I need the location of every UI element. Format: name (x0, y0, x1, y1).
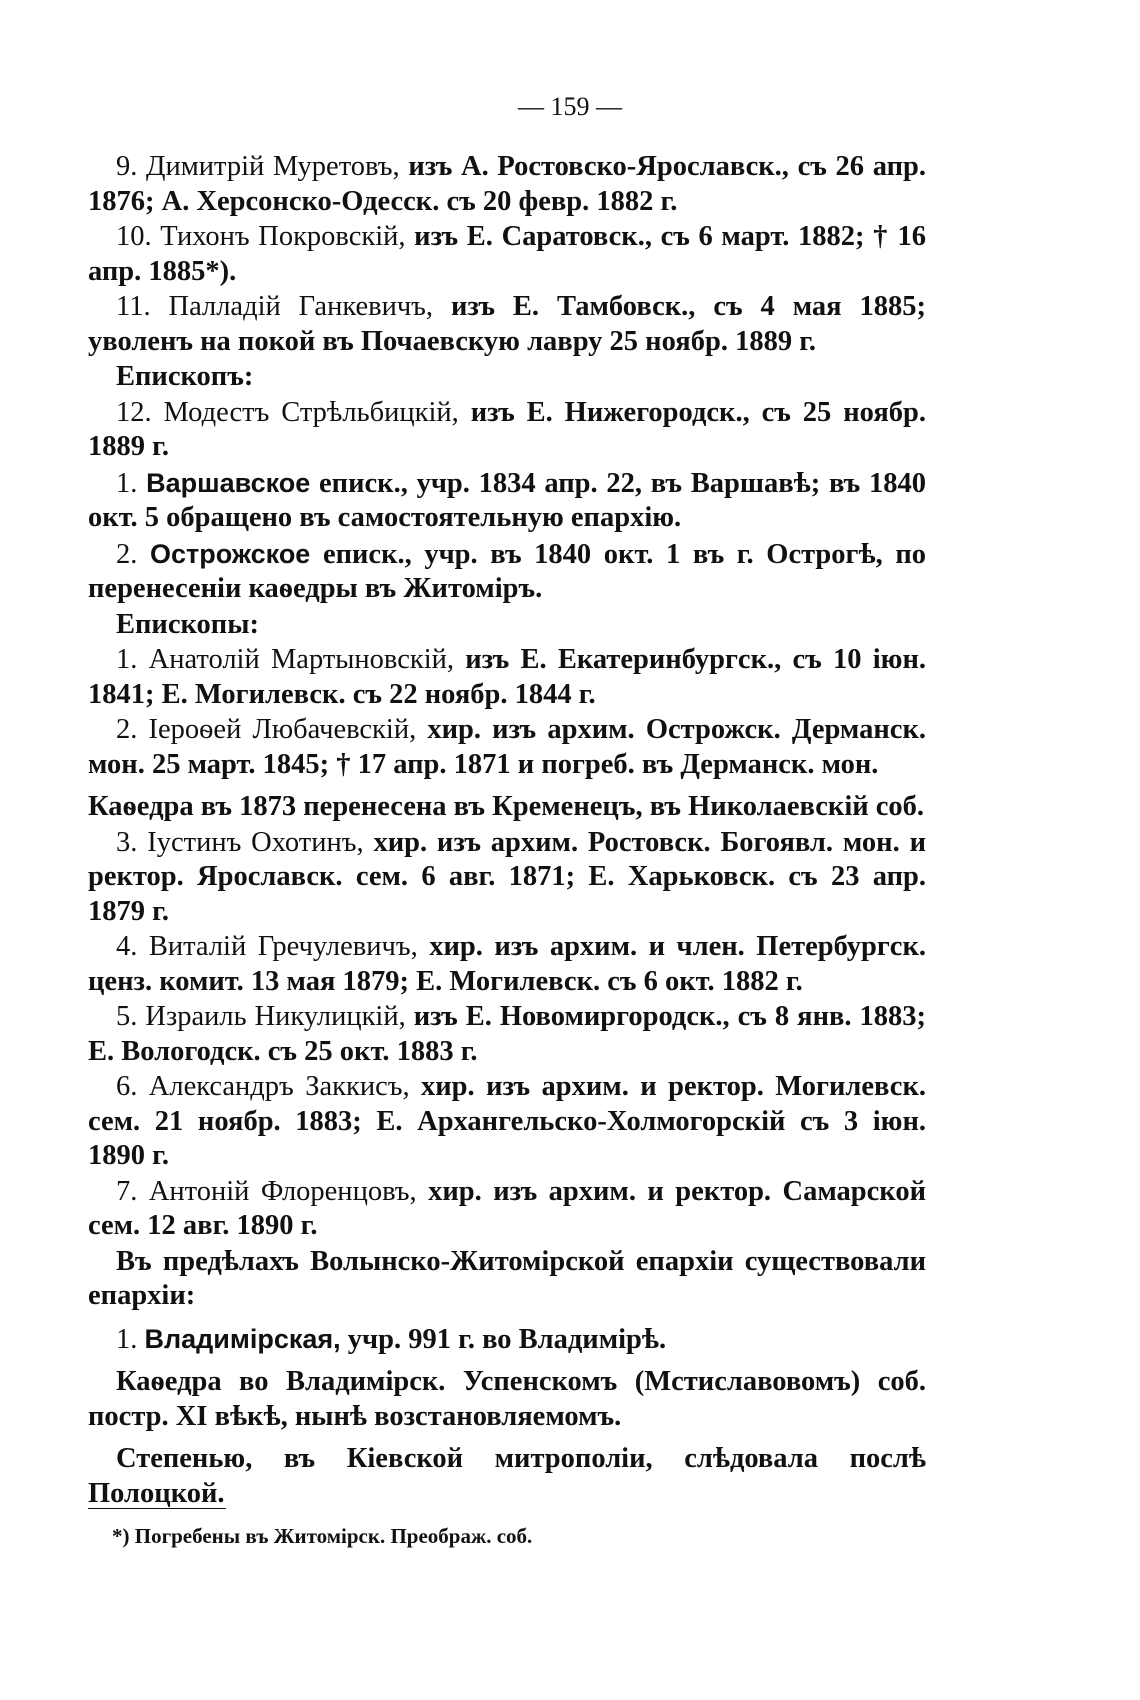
page-number: — 159 — (518, 92, 622, 121)
entry-antoniy: 7. Антоній Флоренцовъ, хир. изъ архим. и ректор. Самарской сем. 12 авг. 1890 г. (88, 1175, 926, 1241)
heading-episkop: Епископъ: (116, 361, 254, 392)
footnote-rule (88, 1508, 226, 1509)
entry-izrail: 5. Израиль Никулицкій, изъ Е. Новомиргородск., съ 8 янв. 1883; Е. Вологодск. съ 25 окт. 1883 г. (88, 1001, 926, 1067)
entry-ierofey: 2. Іероѳей Любачевскій, хир. изъ архим. Острожск. Дерманск. мон. 25 март. 1845; † 17 апр. 1871 и погреб. въ Дерманск. мон. (88, 714, 926, 780)
note-former-eparchies: Въ предѣлахъ Волынско-Житомірской епархіи существовали епархіи: (88, 1245, 926, 1311)
page-body (88, 150, 926, 1512)
section-heading: Владимірская, (144, 1323, 341, 1354)
section-vladimirskaya: 1. Владимірская, учр. 991 г. во Владимірѣ. (116, 1323, 667, 1355)
note-vladimir-rank: Степенью, въ Кіевской митрополіи, слѣдовала послѣ Полоцкой. (88, 1443, 926, 1509)
entry-aleksandr: 6. Александръ Заккисъ, хир. изъ архим. и ректор. Могилевск. сем. 21 ноябр. 1883; Е. Архангельско-Холмогорскій съ 3 іюн. 1890 г. (88, 1071, 926, 1171)
entry-anatoliy: 1. Анатолій Мартыновскій, изъ Е. Екатеринбургск., съ 10 іюн. 1841; Е. Могилевск. съ 22 ноябр. 1844 г. (88, 644, 926, 710)
entry-vitaliy: 4. Виталій Гречулевичъ, хир. изъ архим. и член. Петербургск. ценз. комит. 13 мая 1879; Е. Могилевск. съ 6 окт. 1882 г. (88, 931, 926, 997)
entry-iustin: 3. Іустинъ Охотинъ, хир. изъ архим. Ростовск. Богоявл. мон. и ректор. Ярославск. сем. 6 авг. 1871; Е. Харьковск. съ 23 апр. 1879 г. (88, 826, 926, 927)
section-varshavskoe: 1. Варшавское еписк., учр. 1834 апр. 22, въ Варшавѣ; въ 1840 окт. 5 обращено въ самостоятельную епархію. (88, 467, 926, 533)
footnote: *) Погребены въ Житомірск. Преображ. соб. (112, 1524, 533, 1548)
heading-episkopy: Епископы: (116, 608, 259, 640)
note-vladimir-cathedral: Каѳедра во Владимірск. Успенскомъ (Мстиславовомъ) соб. постр. XI вѣкѣ, нынѣ возстановляемомъ. (88, 1366, 926, 1432)
section-ostrozhskoe: 2. Острожское еписк., учр. въ 1840 окт. 1 въ г. Острогѣ, по перенесеніи каѳедры въ Житоміръ. (88, 538, 926, 604)
note-kafedra-1873: Каѳедра въ 1873 перенесена въ Кременецъ, въ Николаевскій соб. (88, 791, 925, 822)
section-heading: Острожское (149, 538, 311, 569)
entry-modest: 12. Модестъ Стрѣльбицкій, изъ Е. Нижегородск., съ 25 ноябр. 1889 г. (88, 396, 926, 462)
section-heading: Варшавское (146, 467, 311, 498)
entry-palladiy: 11. Палладій Ганкевичъ, изъ Е. Тамбовск., съ 4 мая 1885; уволенъ на покой въ Почаевскую лавру 25 ноябр. 1889 г. (88, 291, 926, 357)
entry-dimitriy: 9. Димитрій Муретовъ, изъ А. Ростовско-Ярославск., съ 26 апр. 1876; А. Херсонско-Одесск. съ 20 февр. 1882 г. (88, 151, 926, 217)
entry-tikhon: 10. Тихонъ Покровскій, изъ Е. Саратовск., съ 6 март. 1882; † 16 апр. 1885*). (88, 221, 926, 287)
